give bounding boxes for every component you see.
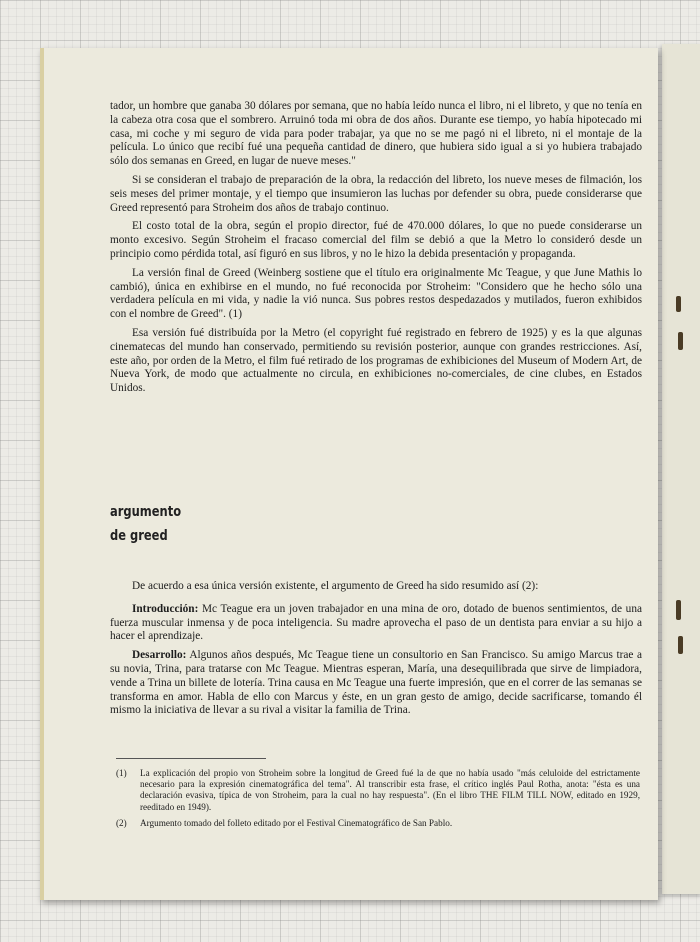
binding-mark xyxy=(678,332,683,350)
argument-intro: De acuerdo a esa única versión existente, el argumento de Greed ha sido resumido así (2): xyxy=(132,580,539,592)
adjacent-page-edge xyxy=(662,44,700,894)
document-page xyxy=(40,48,658,900)
footnote-text: La explicación del propio von Stroheim sobre la longitud de Greed fué la de que no había usado "más celuloide del estrictamente necesario para la expresión cinematográfica del tema". Al transcribir esta frase, el crítico inglés Paul Rotha, anota: "ésta es una declaración evasiva, típica de von Stroheim, para la cual no hay respuesta". (En el libro THE FILM TILL NOW, editado en 1929, reeditado en 1949). xyxy=(140,768,640,812)
footnote xyxy=(116,818,640,829)
binding-mark xyxy=(676,296,681,312)
section-heading xyxy=(110,500,181,548)
binding-mark xyxy=(678,636,683,654)
footnote-divider xyxy=(116,758,266,759)
footnote xyxy=(116,768,640,813)
desarrollo-label: Desarrollo: xyxy=(132,649,187,662)
argument-text-block xyxy=(110,580,642,723)
desarrollo-text: Algunos años después, Mc Teague tiene un consultorio en San Francisco. Su amigo Marcus trae a su novia, Trina, para tratarse con Mc Teague. Mientras esperan, María, una desequilibrada que sirve de limpiadora, vende a Trina un billete de lotería. Trina causa en Mc Teague una fuerte impresión, que en el correr de las semanas se transforma en amor. Habla de ello con Marcus y éste, en un gran gesto de amigo, decide sacrificarse, tomando él mismo la iniciativa de llevar a su rival a visitar la familia de Trina. xyxy=(110,649,642,717)
introduccion-paragraph xyxy=(110,603,642,644)
binding-mark xyxy=(676,600,681,620)
footnote-number: (1) xyxy=(116,768,127,778)
footnote-text: Argumento tomado del folleto editado por el Festival Cinematográfico de San Pablo. xyxy=(140,817,453,828)
paragraph: Si se consideran el trabajo de preparación de la obra, la redacción del libreto, los nueve meses de filmación, los seis meses del primer montaje, y el tiempo que insumieron las luchas por defender su obra, puede considerarse que Greed representó para Stroheim dos años de trabajo continuo. xyxy=(110,173,642,214)
heading-line-2: de greed xyxy=(110,528,168,544)
top-text-block xyxy=(110,100,642,401)
paragraph: Esa versión fué distribuída por la Metro (el copyright fué registrado en febrero de 1925) y es la que algunas cinematecas del mundo han conservado, permitiendo su revisión posterior, aunque con grandes restricciones. Así, este año, por orden de la Metro, el film fué retirado de los programas de exhibiciones del Museum of Modern Art, de Nueva York, de modo que actualmente no circula, en exhibiciones no-comerciales, de cine clubes, en Estados Unidos. xyxy=(110,326,642,395)
paragraph: tador, un hombre que ganaba 30 dólares por semana, que no había leído nunca el libro, ni el libreto, y que no tenía en la cabeza otra cosa que el sombrero. Arruinó toda mi obra de dos años. Durante ese tiempo, yo había hipotecado mi casa, mi coche y mi seguro de vida para poder trabajar, ya que no se me pagó ni el libreto, ni el montaje de la película. Lo único que recibí fué una pequeña cantidad de dinero, que hubiera sido igual a si yo hubiera trabajado sólo dos semanas en Greed, en lugar de nueve meses." xyxy=(110,100,642,168)
introduccion-text: Mc Teague era un joven trabajador en una mina de oro, dotado de buenos sentimientos, de una fuerza muscular inmensa y de poca inteligencia. Su madre aprovecha el paso de un dentista para enviar a su hijo a hacer el aprendizaje. xyxy=(110,602,642,643)
heading-line-1: argumento xyxy=(110,504,182,520)
paragraph: La versión final de Greed (Weinberg sostiene que el título era originalmente Mc Teague, y que June Mathis lo cambió), única en exhibirse en el mundo, no fué reconocida por Stroheim: "Considero que he hecho sólo una verdadera película en mi vida, y nadie la vió nunca. Sus pobres restos despedazados y mutilados, fueron exhibidos con el nombre de Greed". (1) xyxy=(110,266,642,321)
footnote-number: (2) xyxy=(116,817,127,828)
introduccion-label: Introducción: xyxy=(132,602,199,615)
desarrollo-paragraph xyxy=(110,649,642,718)
paragraph: El costo total de la obra, según el propio director, fué de 470.000 dólares, lo que no puede considerarse un monto excesivo. Según Stroheim el fracaso comercial del film se debió a que la Metro lo consideró desde un principio como pérdida total, así figuró en sus libros, y no le hizo la debida presentación y propaganda. xyxy=(110,220,642,260)
footnotes xyxy=(116,768,640,834)
